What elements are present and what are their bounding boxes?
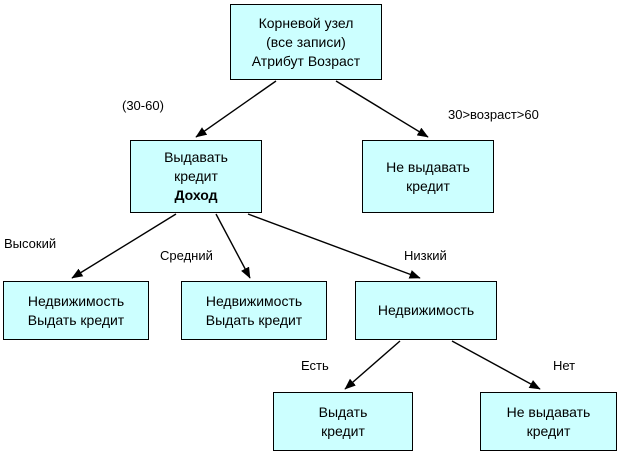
edge-label-income-high: Высокий	[4, 236, 57, 251]
node-text-line: Корневой узел	[258, 14, 354, 31]
edge-label-age-out-of-range: 30>возраст>60	[448, 107, 539, 122]
issue-credit-node	[273, 392, 413, 451]
node-text-line: кредит	[321, 422, 365, 439]
edge-issue-to-high	[72, 214, 176, 278]
deny-credit-node	[362, 140, 494, 213]
root-node	[230, 4, 382, 80]
edge-issue-to-low	[248, 214, 420, 278]
node-text-line: Не выдавать	[506, 403, 591, 420]
node-text-line: Атрибут Возраст	[251, 52, 361, 69]
edge-label-income-medium: Средний	[160, 248, 213, 263]
edge-label-property-no: Нет	[553, 358, 576, 373]
edge-root-to-issue	[196, 81, 276, 137]
node-text-line: Недвижимость	[27, 292, 125, 309]
edge-low-to-yes	[345, 341, 400, 389]
node-text-line: Выдать	[318, 403, 368, 420]
edge-low-to-no	[452, 341, 540, 389]
node-text-line: Выдать кредит	[27, 311, 125, 328]
node-text-line: кредит	[526, 422, 571, 439]
node-text-line: Выдать кредит	[205, 311, 303, 328]
edge-issue-to-medium	[216, 214, 250, 278]
edge-label-property-yes: Есть	[301, 358, 329, 373]
issue-credit-income-node	[130, 140, 262, 213]
property-issue-high-node	[3, 281, 149, 340]
node-text-line: (все записи)	[266, 33, 346, 50]
property-low-node	[355, 281, 497, 340]
node-text-line: Выдавать	[164, 149, 228, 165]
node-text-line: Недвижимость	[377, 302, 475, 318]
node-text-line: Доход	[174, 187, 218, 203]
node-text-line: кредит	[174, 168, 218, 184]
deny-credit-final-node	[480, 392, 617, 451]
node-text-line: кредит	[406, 177, 450, 194]
edge-label-age-30-60: (30-60)	[122, 98, 164, 113]
edge-root-to-deny	[336, 81, 428, 137]
node-text-line: Не выдавать	[386, 158, 470, 175]
node-text-line: Недвижимость	[205, 292, 303, 309]
property-issue-medium-node	[181, 281, 327, 340]
edge-label-income-low: Низкий	[404, 248, 447, 263]
